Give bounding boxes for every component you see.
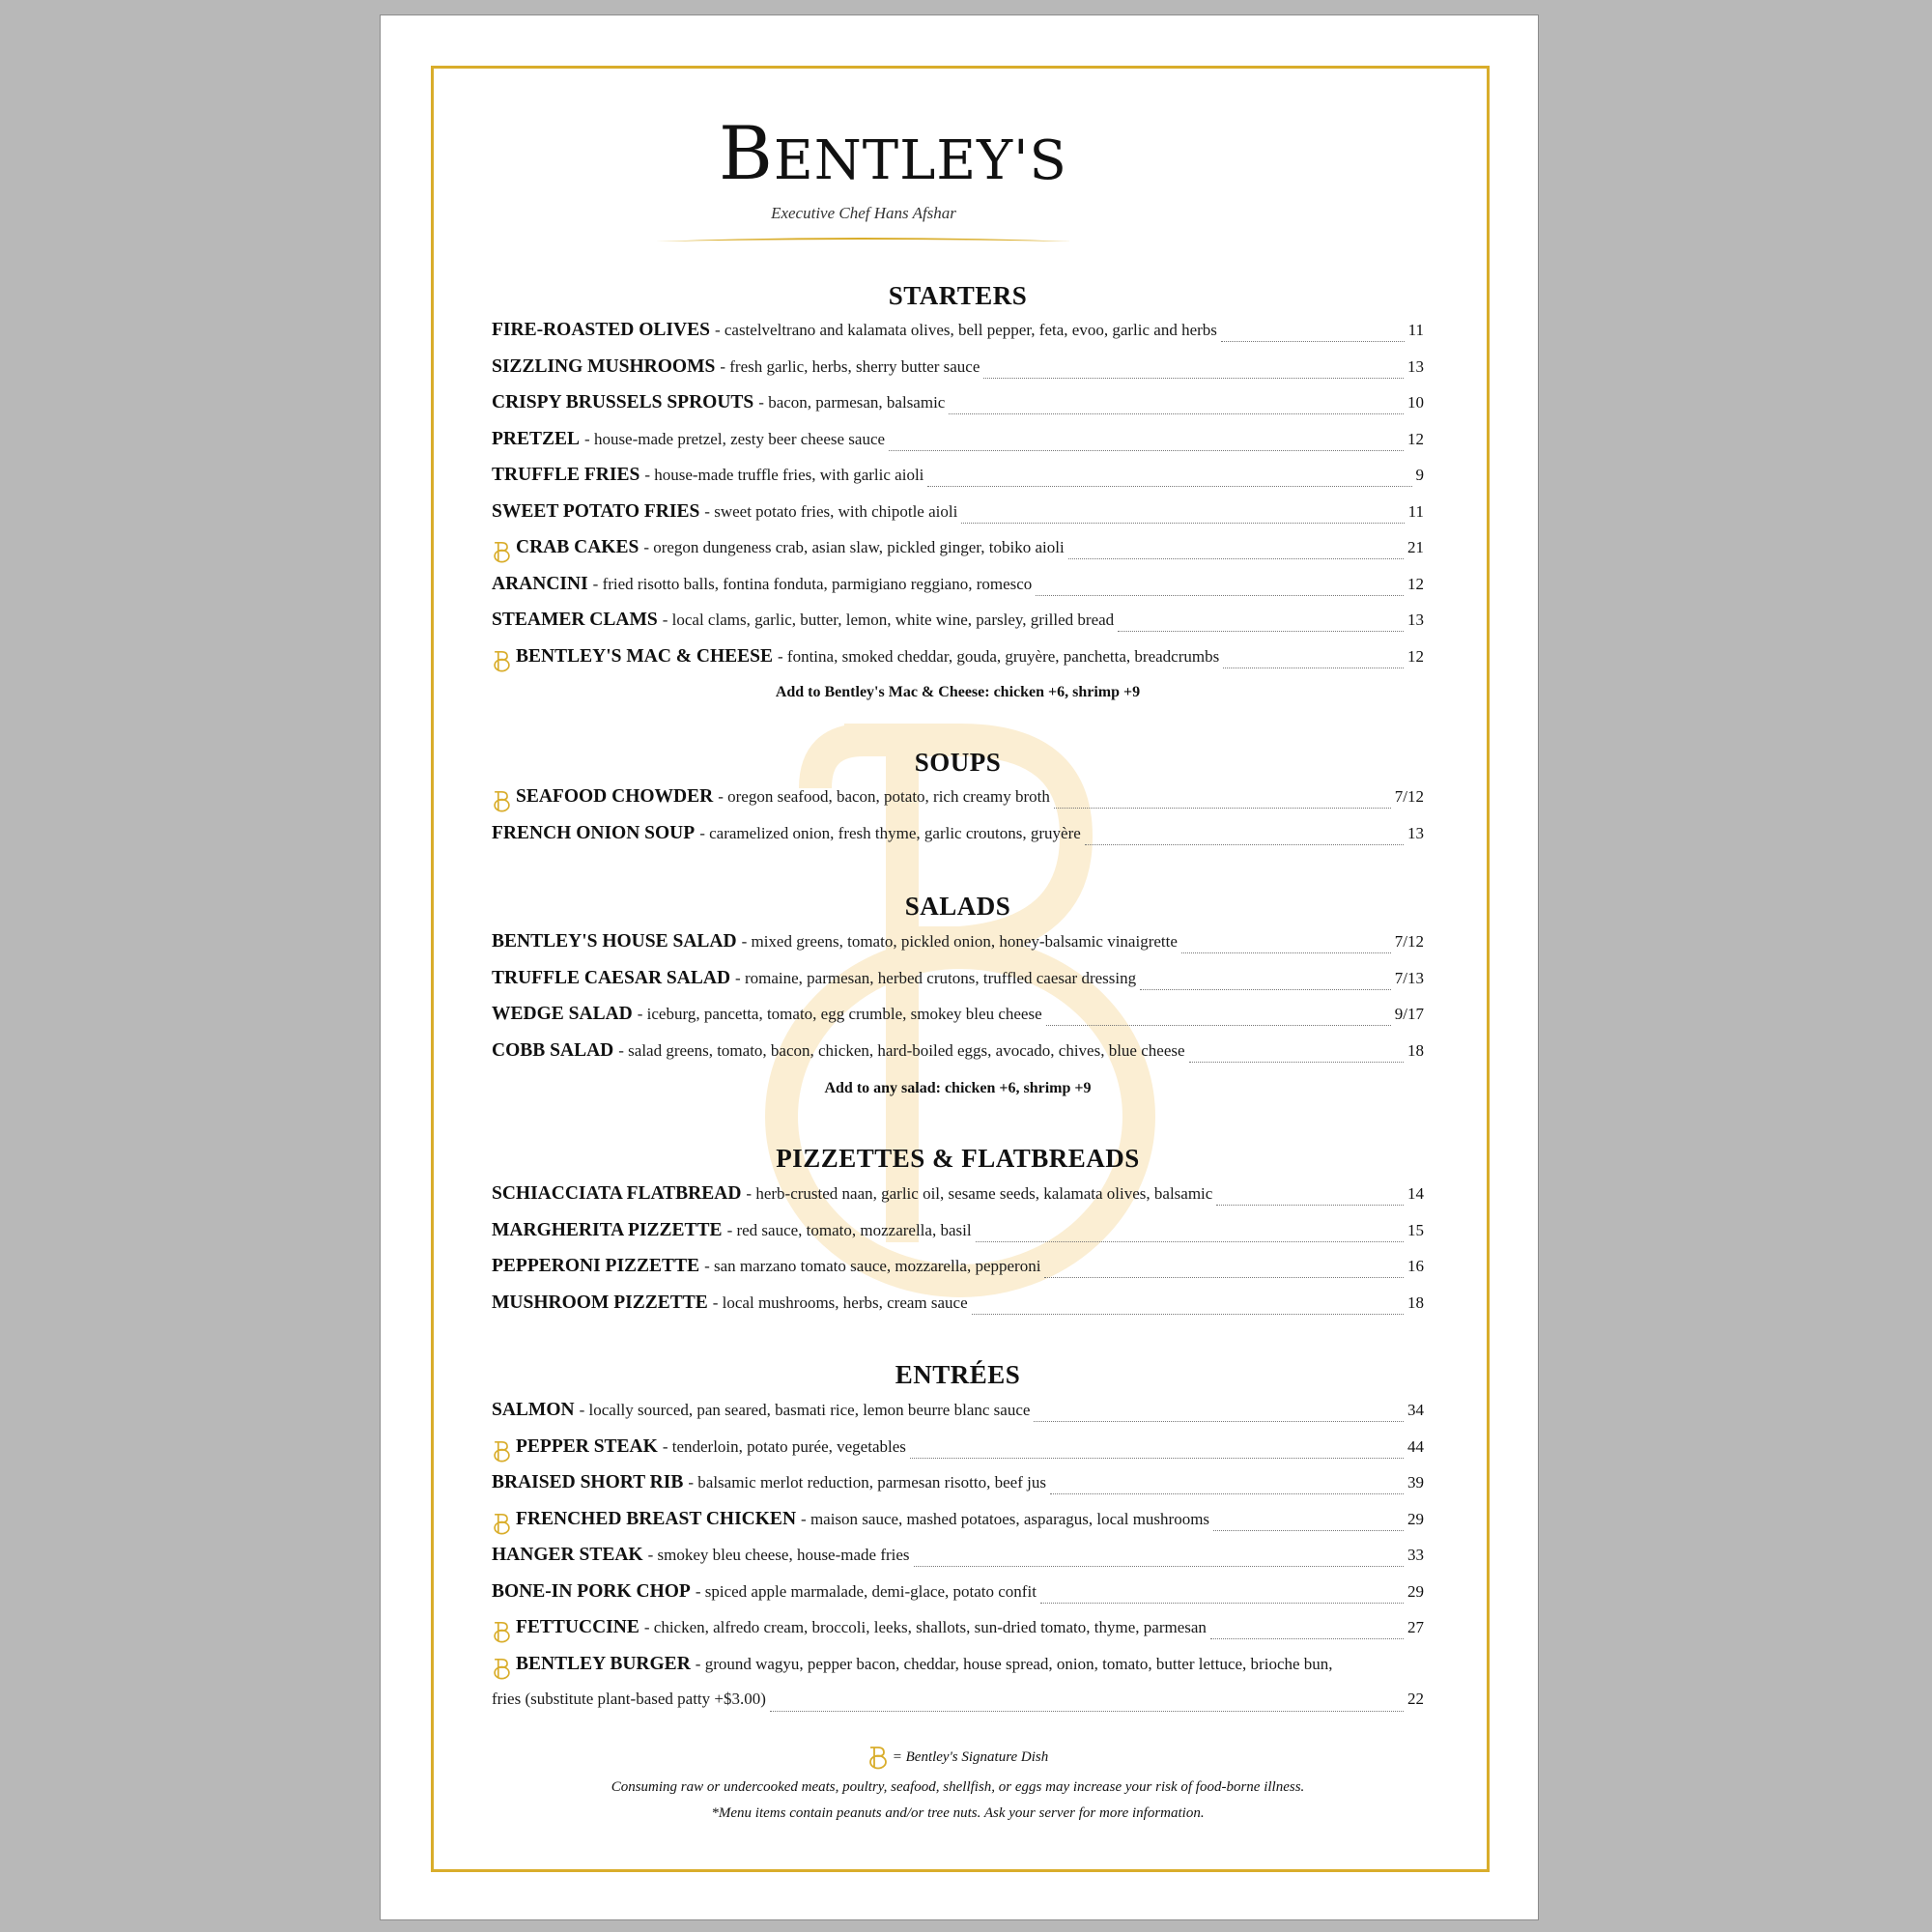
dot-leader	[910, 1457, 1404, 1459]
item-description: - smokey bleu cheese, house-made fries	[647, 1546, 910, 1564]
menu-item-continued	[492, 1690, 1424, 1719]
item-description: - fried risotto balls, fontina fonduta, parmigiano reggiano, romesco	[592, 574, 1033, 593]
item-name: CRISPY BRUSSELS SPROUTS	[492, 392, 754, 412]
allergen-disclaimer: *Menu items contain peanuts and/or tree nuts. Ask your server for more information.	[711, 1805, 1205, 1821]
menu-item	[492, 392, 1424, 421]
item-name: PEPPERONI PIZZETTE	[492, 1256, 700, 1276]
section-note-salads: Add to any salad: chicken +6, shrimp +9	[824, 1080, 1092, 1096]
b-monogram-icon	[492, 1657, 512, 1680]
item-price: 7/12	[1394, 787, 1424, 806]
menu-item	[492, 429, 1424, 458]
item-description: - maison sauce, mashed potatoes, asparagus, local mushrooms	[801, 1509, 1210, 1528]
item-description: - caramelized onion, fresh thyme, garlic croutons, gruyère	[699, 823, 1081, 842]
item-price: 29	[1407, 1581, 1424, 1601]
b-monogram-icon	[867, 1745, 889, 1770]
section-title-entrees: ENTRÉES	[895, 1360, 1021, 1389]
dot-leader	[1210, 1637, 1404, 1639]
item-description: - herb-crusted naan, garlic oil, sesame seeds, kalamata olives, balsamic	[746, 1184, 1213, 1203]
item-price: 16	[1407, 1257, 1424, 1275]
section-title-soups: SOUPS	[914, 748, 1002, 777]
section-note-starters: Add to Bentley's Mac & Cheese: chicken +6, shrimp +9	[775, 684, 1141, 700]
item-name: PEPPER STEAK	[516, 1435, 658, 1457]
item-description: - locally sourced, pan seared, basmati rice, lemon beurre blanc sauce	[579, 1401, 1031, 1419]
dot-leader	[961, 522, 1404, 524]
dot-leader	[889, 449, 1404, 451]
menu-item	[492, 931, 1424, 960]
item-name: FIRE-ROASTED OLIVES	[492, 320, 710, 340]
item-description: - balsamic merlot reduction, parmesan risotto, beef jus	[688, 1473, 1046, 1492]
food-safety-disclaimer: Consuming raw or undercooked meats, poultry, seafood, shellfish, or eggs may increase your risk of food-borne illness.	[611, 1779, 1305, 1795]
dot-leader	[1213, 1529, 1404, 1531]
item-name: MARGHERITA PIZZETTE	[492, 1219, 723, 1240]
item-description: - house-made truffle fries, with garlic aioli	[644, 466, 924, 484]
dot-leader	[1034, 1420, 1404, 1422]
b-monogram-icon	[492, 649, 512, 672]
dot-leader	[1046, 1024, 1391, 1026]
item-description: - tenderloin, potato purée, vegetables	[662, 1436, 906, 1456]
item-price: 11	[1407, 321, 1424, 339]
b-monogram-icon	[492, 1439, 512, 1463]
menu-item	[492, 823, 1424, 852]
signature-legend	[492, 1745, 1424, 1770]
dot-leader	[1216, 1204, 1404, 1206]
section-title-salads: SALADS	[904, 892, 1011, 921]
menu-item	[492, 1220, 1424, 1249]
dot-leader	[927, 485, 1411, 487]
item-name: SEAFOOD CHOWDER	[516, 786, 714, 807]
dot-leader	[1181, 952, 1391, 953]
item-name: TRUFFLE FRIES	[492, 465, 640, 485]
item-name: SCHIACCIATA FLATBREAD	[492, 1183, 742, 1204]
item-name: SIZZLING MUSHROOMS	[492, 355, 716, 377]
item-name: BONE-IN PORK CHOP	[492, 1580, 691, 1602]
legend-text: = Bentley's Signature Dish	[892, 1748, 1049, 1765]
menu-item	[492, 1040, 1424, 1069]
b-monogram-icon	[492, 540, 512, 563]
menu-item	[492, 1581, 1424, 1610]
item-price: 29	[1407, 1509, 1424, 1528]
menu-item	[492, 968, 1424, 997]
dot-leader	[976, 1240, 1404, 1242]
menu-item	[492, 1654, 1424, 1683]
item-description: - house-made pretzel, zesty beer cheese sauce	[584, 429, 886, 448]
dot-leader	[949, 412, 1404, 414]
menu-item	[492, 465, 1424, 494]
item-price: 15	[1407, 1220, 1424, 1239]
menu-item	[492, 1436, 1424, 1465]
item-description: - bacon, parmesan, balsamic	[758, 393, 946, 412]
section-title-pizzettes: PIZZETTES & FLATBREADS	[776, 1144, 1140, 1173]
restaurant-logo: BENTLEY'S	[719, 110, 1067, 196]
item-name: WEDGE SALAD	[492, 1004, 633, 1024]
item-price: 34	[1407, 1401, 1424, 1419]
item-description: - romaine, parmesan, herbed crutons, truffled caesar dressing	[735, 968, 1137, 987]
item-name: BENTLEY BURGER	[516, 1653, 691, 1674]
item-price: 13	[1407, 356, 1424, 376]
item-description: - red sauce, tomato, mozzarella, basil	[726, 1220, 972, 1239]
b-monogram-icon	[492, 1620, 512, 1643]
item-price: 7/13	[1394, 968, 1424, 987]
menu-item	[492, 1617, 1424, 1646]
item-price: 9/17	[1394, 1005, 1424, 1023]
menu-item	[492, 320, 1424, 349]
item-name: FETTUCCINE	[516, 1617, 639, 1637]
item-price: 13	[1407, 823, 1424, 842]
item-price: 12	[1407, 646, 1424, 666]
menu-item	[492, 501, 1424, 530]
item-description: - fontina, smoked cheddar, gouda, gruyère, panchetta, breadcrumbs	[778, 646, 1220, 666]
menu-item	[492, 610, 1424, 639]
item-price: 9	[1415, 466, 1424, 484]
menu-item	[492, 1545, 1424, 1574]
b-monogram-icon	[492, 789, 512, 812]
item-name: FRENCH ONION SOUP	[492, 822, 696, 843]
item-description: fries (substitute plant-based patty +$3.00)	[492, 1690, 766, 1708]
dot-leader	[914, 1565, 1404, 1567]
dot-leader	[1068, 557, 1404, 559]
item-name: TRUFFLE CAESAR SALAD	[492, 967, 731, 988]
item-name: BENTLEY'S MAC & CHEESE	[516, 645, 774, 667]
header-swoosh-divider	[656, 236, 1071, 245]
item-name: MUSHROOM PIZZETTE	[492, 1292, 708, 1313]
dot-leader	[1085, 843, 1404, 845]
item-description: - oregon seafood, bacon, potato, rich creamy broth	[718, 787, 1050, 806]
item-name: COBB SALAD	[492, 1039, 614, 1061]
item-description: - fresh garlic, herbs, sherry butter sauce	[720, 356, 980, 376]
menu-item	[492, 786, 1424, 815]
item-price: 11	[1407, 501, 1424, 521]
menu-item	[492, 1400, 1424, 1429]
item-price: 10	[1407, 393, 1424, 412]
item-description: - sweet potato fries, with chipotle aioli	[704, 501, 958, 521]
dot-leader	[1221, 340, 1405, 342]
item-price: 22	[1407, 1690, 1424, 1708]
item-name: SALMON	[492, 1400, 575, 1420]
item-price: 18	[1407, 1293, 1424, 1312]
dot-leader	[1036, 594, 1404, 596]
item-description: - iceburg, pancetta, tomato, egg crumble, smokey bleu cheese	[637, 1005, 1042, 1023]
menu-item	[492, 356, 1424, 385]
item-description: - ground wagyu, pepper bacon, cheddar, house spread, onion, tomato, butter lettuce, brioche bun,	[695, 1654, 1333, 1673]
item-price: 14	[1407, 1184, 1424, 1203]
dot-leader	[1044, 1276, 1404, 1278]
item-description: - chicken, alfredo cream, broccoli, leeks, shallots, sun-dried tomato, thyme, parmesan	[643, 1618, 1207, 1636]
menu-item	[492, 646, 1424, 675]
item-description: - salad greens, tomato, bacon, chicken, hard-boiled eggs, avocado, chives, blue cheese	[618, 1040, 1185, 1060]
dot-leader	[983, 377, 1404, 379]
dot-leader	[1040, 1602, 1404, 1604]
menu-item	[492, 1256, 1424, 1285]
menu-item	[492, 537, 1424, 566]
b-monogram-icon	[492, 1512, 512, 1535]
dot-leader	[1223, 667, 1404, 668]
item-name: SWEET POTATO FRIES	[492, 500, 700, 522]
item-description: - spiced apple marmalade, demi-glace, potato confit	[695, 1581, 1037, 1601]
dot-leader	[1054, 807, 1391, 809]
item-name: BENTLEY'S HOUSE SALAD	[492, 931, 737, 952]
menu-item	[492, 1004, 1424, 1033]
menu-item	[492, 574, 1424, 603]
menu-page	[380, 14, 1539, 1920]
menu-item	[492, 1472, 1424, 1501]
item-name: PRETZEL	[492, 428, 581, 449]
item-name: STEAMER CLAMS	[492, 610, 658, 630]
menu-item	[492, 1509, 1424, 1538]
dot-leader	[1140, 988, 1391, 990]
item-description: - local mushrooms, herbs, cream sauce	[712, 1293, 968, 1312]
menu-item	[492, 1293, 1424, 1321]
dot-leader	[1050, 1492, 1404, 1494]
item-price: 39	[1407, 1473, 1424, 1492]
section-title-starters: STARTERS	[888, 281, 1028, 310]
item-price: 27	[1407, 1618, 1424, 1636]
dot-leader	[770, 1710, 1404, 1712]
item-name: FRENCHED BREAST CHICKEN	[516, 1508, 797, 1529]
dot-leader	[1189, 1061, 1404, 1063]
item-price: 7/12	[1394, 932, 1424, 951]
item-name: ARANCINI	[492, 573, 588, 594]
dot-leader	[1118, 630, 1404, 632]
item-price: 12	[1407, 574, 1424, 593]
item-price: 13	[1407, 611, 1424, 629]
item-price: 33	[1407, 1546, 1424, 1564]
executive-chef-line: Executive Chef Hans Afshar	[771, 204, 956, 222]
item-price: 12	[1407, 429, 1424, 448]
item-name: CRAB CAKES	[516, 537, 639, 557]
item-description: - castelveltrano and kalamata olives, bell pepper, feta, evoo, garlic and herbs	[714, 321, 1217, 339]
item-description: - local clams, garlic, butter, lemon, white wine, parsley, grilled bread	[662, 611, 1115, 629]
dot-leader	[972, 1313, 1404, 1315]
item-description: - mixed greens, tomato, pickled onion, honey-balsamic vinaigrette	[741, 932, 1178, 951]
menu-item	[492, 1183, 1424, 1212]
item-name: BRAISED SHORT RIB	[492, 1472, 684, 1492]
item-price: 21	[1407, 538, 1424, 556]
item-name: HANGER STEAK	[492, 1545, 643, 1565]
item-description: - san marzano tomato sauce, mozzarella, pepperoni	[704, 1257, 1041, 1275]
item-price: 18	[1407, 1040, 1424, 1060]
item-price: 44	[1407, 1436, 1424, 1456]
item-description: - oregon dungeness crab, asian slaw, pickled ginger, tobiko aioli	[643, 538, 1065, 556]
